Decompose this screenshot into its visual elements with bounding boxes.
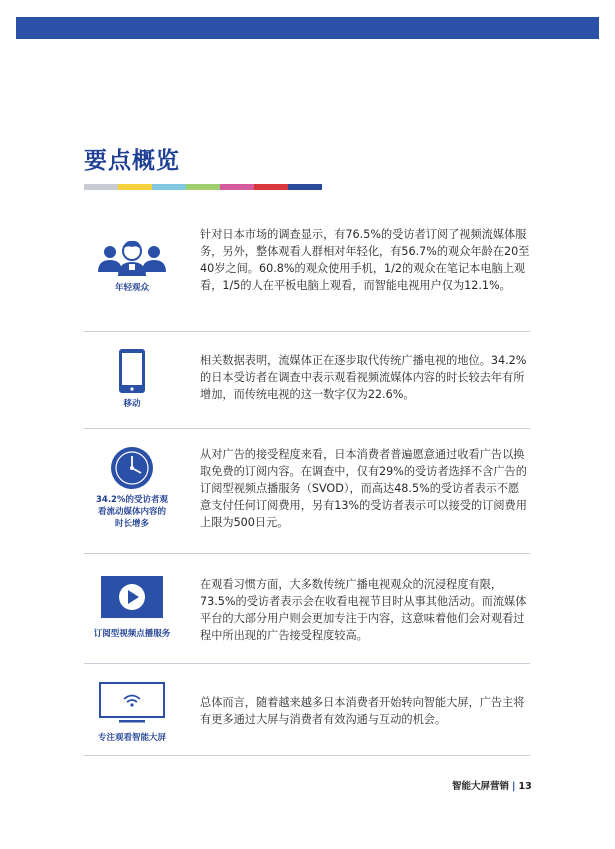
stripe-segment <box>118 184 152 190</box>
row-text: 在观看习惯方面，大多数传统广播电视观众的沉浸程度有限，73.5%的受访者表示会在收看电视节目时从事其他活动。而流媒体平台的大部分用户则会更加专注于内容，这意味着他们会对观看过程中所出现的广告接受程度较高。 <box>200 578 527 642</box>
row-label: 专注观看智能大屏 <box>97 733 166 743</box>
page-title: 要点概览 <box>84 148 180 174</box>
smart-tv-icon <box>99 682 165 724</box>
row-divider <box>84 663 530 664</box>
stripe-segment <box>186 184 220 190</box>
row-icon-block <box>84 446 180 530</box>
summary-row-clock <box>84 446 530 546</box>
row-label-line: 时长增多 <box>114 519 149 529</box>
stripe-segment <box>152 184 186 190</box>
stripe-segment <box>254 184 288 190</box>
row-icon-block <box>84 348 180 410</box>
stripe-segment <box>84 184 118 190</box>
page-number: 13 <box>518 781 532 792</box>
top-banner-bar <box>16 17 599 39</box>
footer-separator: | <box>512 781 516 792</box>
summary-row-young-audience <box>84 226 530 326</box>
row-label: 移动 <box>123 399 141 409</box>
row-text: 相关数据表明，流媒体正在逐步取代传统广播电视的地位。34.2%的日本受访者在调查中表示观看视频流媒体内容的时长较去年有所增加，而传统电视的这一数字仅为22.6%。 <box>200 354 527 401</box>
stripe-segment <box>288 184 322 190</box>
row-divider <box>84 755 530 756</box>
summary-row-svod <box>84 576 530 646</box>
page-footer <box>452 778 532 792</box>
row-divider <box>84 553 530 554</box>
row-text: 从对广告的接受程度来看，日本消费者普遍愿意通过收看广告以换取免费的订阅内容。在调查中，仅有29%的受访者选择不含广告的订阅型视频点播服务（SVOD），而高达48.5%的受访者表示不愿意支付任何订阅费用，另有13%的受访者表示可以接受的订阅费用上限为500日元。 <box>200 448 527 529</box>
row-text: 针对日本市场的调查显示，有76.5%的受访者订阅了视频流媒体服务，另外，整体观看人群相对年轻化，有56.7%的观众年龄在20至40岁之间。60.8%的观众使用手机，1/2的观众在笔记本电脑上观看，1/5的人在平板电脑上观看，而智能电视用户仅为12.1%。 <box>200 228 530 292</box>
color-stripe-bar <box>84 184 322 190</box>
row-label: 年轻观众 <box>114 283 149 293</box>
video-play-icon <box>101 576 163 618</box>
row-divider <box>84 428 530 429</box>
row-text: 总体而言，随着越来越多日本消费者开始转向智能大屏，广告主将有更多通过大屏与消费者有效沟通与互动的机会。 <box>200 696 525 726</box>
clock-icon <box>110 446 154 490</box>
summary-row-smart-tv <box>84 682 530 748</box>
row-icon-block <box>84 238 180 294</box>
mobile-phone-icon <box>117 348 147 394</box>
summary-row-mobile <box>84 348 530 418</box>
young-audience-icon <box>96 238 168 278</box>
row-label: 订阅型视频点播服务 <box>93 629 171 639</box>
row-label-line: 34.2%的受访者观 <box>96 495 168 505</box>
stripe-segment <box>220 184 254 190</box>
footer-title: 智能大屏营销 <box>452 781 510 792</box>
row-icon-block <box>84 576 180 640</box>
row-icon-block <box>84 682 180 744</box>
row-label-line: 看流动媒体内容的 <box>97 507 166 517</box>
row-divider <box>84 331 530 332</box>
